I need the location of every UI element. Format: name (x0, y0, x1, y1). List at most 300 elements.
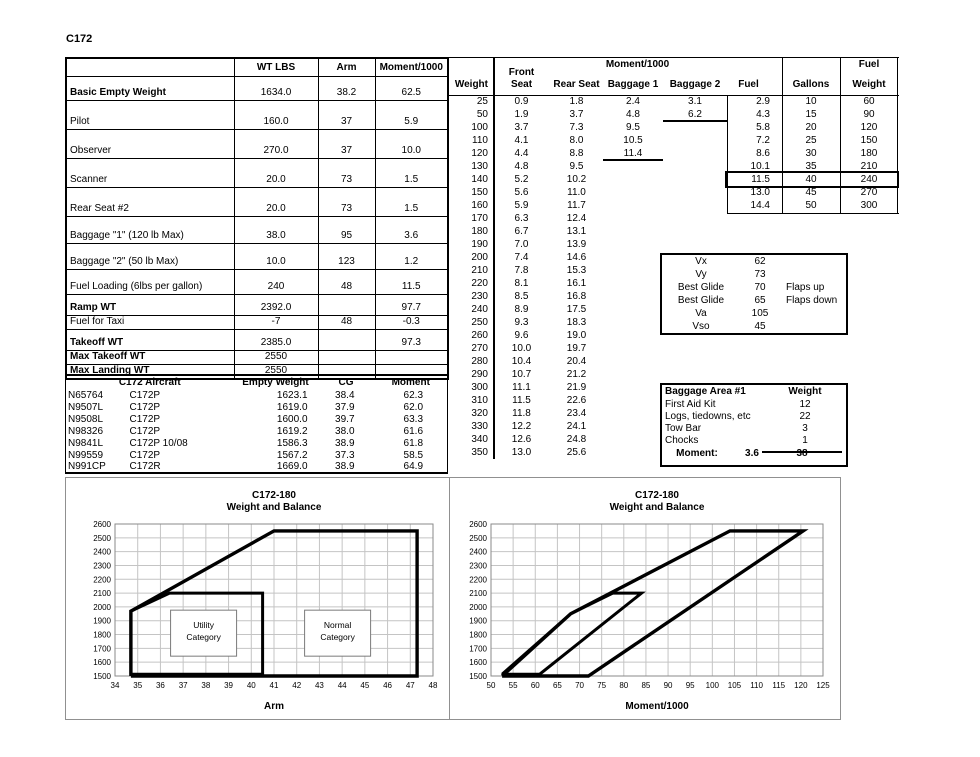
moment-cell: 210 (860, 161, 878, 172)
loading-row-label: Baggage "1" (120 lb Max) (66, 216, 234, 243)
y-tick-label: 2300 (93, 561, 111, 571)
aircraft-cell: 58.5 (403, 449, 424, 461)
aircraft-row (66, 401, 448, 413)
loading-row-value: 1.5 (375, 187, 448, 216)
y-tick-label: 2200 (93, 575, 111, 585)
moment-cell: 4.4 (514, 148, 529, 159)
moment-cell: 10.1 (750, 161, 770, 172)
moment-cell (840, 407, 898, 420)
loading-row-label: Baggage "2" (50 lb Max) (66, 243, 234, 269)
moment-cell (603, 316, 663, 329)
moment-cell: 5.8 (756, 122, 770, 133)
aircraft-cell: C172P (129, 425, 161, 437)
aircraft-row (66, 461, 448, 473)
loading-row-value: 20.0 (234, 187, 318, 216)
table-line (663, 120, 727, 122)
moment-cell (603, 264, 663, 277)
moment-cell: 24.8 (566, 434, 587, 445)
aircraft-cell: 64.9 (403, 461, 424, 472)
loading-row-value: 2550 (234, 350, 318, 364)
speed-row: Vx 62 (695, 256, 766, 267)
moment-cell: 23.4 (566, 408, 587, 419)
loading-row-value: 11.5 (375, 269, 448, 294)
moment-cell: 7.4 (514, 252, 529, 263)
moment-cell: 25 (805, 135, 817, 146)
loading-row-value: 240 (234, 269, 318, 294)
y-tick-label: 2500 (93, 533, 111, 543)
moment-cell (603, 251, 663, 264)
moment-cell (603, 277, 663, 290)
moment-cell: 3.1 (688, 96, 702, 107)
moment-cell: 13.9 (566, 239, 587, 250)
x-tick-label: 75 (597, 681, 607, 690)
y-tick-label: 1900 (469, 616, 487, 626)
moment-cell: 9.5 (569, 161, 584, 172)
aircraft-col-header: CG (338, 377, 354, 388)
moment-cell: 330 (471, 421, 488, 432)
moment-cell: 14.4 (750, 200, 770, 211)
loading-row-value: 37 (318, 129, 375, 158)
x-tick-label: 80 (619, 681, 629, 690)
chart-subtitle: Weight and Balance (609, 502, 705, 513)
moment-cell: 340 (471, 434, 488, 445)
speed-row: Vy 73 (695, 269, 766, 280)
moment-row (447, 238, 899, 251)
moment-cell: 10.0 (511, 343, 532, 354)
loading-row-label: Fuel Loading (6lbs per gallon) (66, 269, 234, 294)
moment-cell: 1.8 (569, 96, 584, 107)
moment-cell: 7.3 (569, 122, 584, 133)
moment-cell: 15 (805, 109, 817, 120)
y-tick-label: 1500 (469, 672, 487, 681)
loading-row-label: Pilot (66, 100, 234, 129)
aircraft-col-header: C172 Aircraft (118, 377, 181, 388)
moment-cell (782, 368, 840, 381)
moment-cell: 300 (860, 200, 878, 211)
moment-cell (603, 420, 663, 433)
moment-cell: 7.0 (514, 239, 529, 250)
moment-cell: 11.5 (512, 395, 531, 406)
moment-cell: 6.3 (514, 213, 529, 224)
moment-row (447, 95, 899, 108)
moment-cell: 320 (471, 408, 488, 419)
moment-cell (603, 212, 663, 225)
moment-cell (840, 355, 898, 368)
moment-cell: 16.8 (566, 291, 587, 302)
moment-cell (840, 225, 898, 238)
moment-cell: 4.8 (626, 109, 640, 120)
x-tick-label: 47 (405, 681, 415, 690)
moment-cell: 260 (471, 330, 488, 341)
speed-row: Best Glide 65 Flaps down (677, 295, 838, 306)
y-tick-label: 2200 (469, 575, 487, 585)
aircraft-cell: 1600.0 (276, 413, 308, 425)
moment-cell: 270 (860, 187, 878, 198)
moment-cell (663, 238, 727, 251)
loading-col-header (66, 58, 234, 76)
moment-cell (840, 329, 898, 342)
moment-header: Fuel (738, 79, 759, 90)
baggage-item-row: First Aid Kit 12 (665, 399, 811, 410)
loading-row-value: 48 (318, 315, 375, 329)
aircraft-cell: 1567.2 (276, 449, 308, 461)
moment-cell: 21.2 (566, 369, 587, 380)
aircraft-cell: N9841L (68, 437, 104, 449)
moment-header: Moment/1000 (605, 59, 670, 70)
moment-row (447, 121, 899, 134)
loading-row-label: Ramp WT (66, 294, 234, 315)
aircraft-cell: N98326 (68, 425, 104, 437)
moment-cell: 110 (472, 135, 488, 146)
moment-cell: 270 (471, 343, 488, 354)
moment-cell: 25 (476, 96, 488, 107)
moment-header: Fuel (858, 59, 880, 70)
moment-cell: 10 (805, 96, 817, 107)
y-tick-label: 1600 (469, 658, 487, 668)
loading-col-header: Arm (318, 58, 375, 76)
aircraft-row (66, 449, 448, 461)
moment-cell (840, 446, 898, 459)
x-tick-label: 41 (269, 681, 279, 690)
arm-weight-balance-chart (66, 478, 449, 719)
aircraft-cell: N991CP (68, 461, 106, 472)
moment-cell: 170 (471, 213, 488, 224)
moment-cell: 13.1 (566, 226, 587, 237)
selected-fuel-row-highlight (725, 171, 899, 188)
loading-row-value (318, 294, 375, 315)
loading-row-label: Rear Seat #2 (66, 187, 234, 216)
moment-cell: 220 (471, 278, 488, 289)
aircraft-cell: 38.4 (335, 389, 355, 401)
moment-cell: 50 (805, 200, 817, 211)
moment-cell: 4.8 (514, 161, 529, 172)
aircraft-cell: 38.9 (335, 461, 355, 472)
moment-cell: 19.7 (566, 343, 587, 354)
x-tick-label: 70 (575, 681, 584, 690)
moment-cell: 14.6 (566, 252, 587, 263)
loading-row-value: 270.0 (234, 129, 318, 158)
moment-cell: 13.0 (750, 187, 770, 198)
moment-cell: 6.7 (514, 226, 529, 237)
loading-row-value: 2392.0 (234, 294, 318, 315)
aircraft-cell: 37.3 (335, 449, 355, 461)
aircraft-cell: 1586.3 (276, 437, 308, 449)
aircraft-row (66, 413, 448, 425)
moment-cell: 35 (805, 161, 817, 172)
moment-cell: 6.2 (688, 109, 702, 120)
moment-cell: 180 (471, 226, 488, 237)
aircraft-cell: 39.7 (335, 413, 355, 425)
loading-row-value (318, 350, 375, 364)
moment-cell (840, 342, 898, 355)
loading-row-label: Takeoff WT (66, 329, 234, 350)
moment-row (447, 342, 899, 355)
moment-cell (663, 225, 727, 238)
x-tick-label: 38 (201, 681, 211, 690)
moment-cell: 5.6 (514, 187, 529, 198)
moment-row (447, 134, 899, 147)
moment-cell: 50 (476, 109, 488, 120)
category-label: Category (320, 632, 355, 643)
aircraft-table (65, 374, 448, 474)
category-label: Utility (193, 620, 214, 631)
moment-header: Baggage 2 (669, 79, 721, 90)
moment-cell: 8.1 (514, 278, 529, 289)
x-tick-label: 100 (705, 681, 720, 690)
moment-cell (663, 355, 727, 368)
moment-cell (603, 355, 663, 368)
loading-row-value: 20.0 (234, 158, 318, 187)
x-axis-label: Arm (263, 701, 285, 712)
x-tick-label: 43 (314, 681, 324, 690)
aircraft-cell: N65764 (68, 389, 104, 401)
loading-row-value: 97.7 (375, 294, 448, 315)
moment-cell: 60 (863, 96, 875, 107)
aircraft-cell: C172P (129, 413, 161, 425)
moment-cell (663, 199, 727, 212)
x-tick-label: 120 (794, 681, 808, 690)
moment-cell (603, 186, 663, 199)
moment-header: Seat (510, 79, 533, 90)
loading-row-value (375, 350, 448, 364)
aircraft-cell: 1669.0 (276, 461, 308, 472)
aircraft-cell: N9508L (68, 413, 104, 425)
y-tick-label: 1700 (93, 644, 111, 654)
aircraft-row (66, 389, 448, 401)
loading-row-value (318, 329, 375, 350)
y-tick-label: 1800 (469, 630, 487, 640)
aircraft-cell: 62.3 (403, 389, 424, 401)
moment-cell: 160 (471, 200, 488, 211)
x-tick-label: 39 (224, 681, 234, 690)
moment-cell: 7.2 (756, 135, 770, 146)
moment-cell (727, 225, 782, 238)
loading-row-value: 95 (318, 216, 375, 243)
aircraft-cell: 61.8 (403, 437, 424, 449)
moment-cell (663, 368, 727, 381)
loading-row-value: 38.2 (318, 76, 375, 100)
moment-cell: 11.4 (623, 148, 643, 159)
moment-cell (840, 433, 898, 446)
x-tick-label: 60 (530, 681, 540, 690)
table-line (727, 213, 899, 214)
loading-row-value: 73 (318, 187, 375, 216)
moment-cell (840, 251, 898, 264)
loading-row-value: 62.5 (375, 76, 448, 100)
moment-cell: 11.5 (751, 174, 770, 185)
x-tick-label: 115 (772, 681, 786, 690)
moment-header: Front (508, 67, 535, 78)
loading-row-value: 1.5 (375, 158, 448, 187)
loading-col-header: WT LBS (234, 58, 318, 76)
moment-cell: 10.4 (511, 356, 532, 367)
moment-cell: 20.4 (566, 356, 587, 367)
plot-border (491, 524, 823, 676)
aircraft-col-header: Moment (391, 377, 430, 388)
page-title: C172 (66, 33, 93, 45)
x-tick-label: 46 (383, 681, 393, 690)
aircraft-cell: 38.9 (335, 437, 355, 449)
x-tick-label: 44 (337, 681, 347, 690)
loading-row-value: 2550 (234, 364, 318, 379)
x-tick-label: 55 (508, 681, 518, 690)
aircraft-cell: 1619.2 (276, 425, 308, 437)
moment-cell (727, 355, 782, 368)
moment-cell: 5.9 (514, 200, 529, 211)
moment-cell: 8.9 (514, 304, 529, 315)
moment-cell: 140 (471, 174, 488, 185)
table-line (493, 57, 495, 459)
x-tick-label: 95 (685, 681, 695, 690)
moment-cell: 10.5 (623, 135, 643, 146)
loading-row-value: 97.3 (375, 329, 448, 350)
loading-row-value: 48 (318, 269, 375, 294)
moment-cell: 12.6 (511, 434, 532, 445)
loading-row-value: 1.2 (375, 243, 448, 269)
moment-cell: 25.6 (566, 447, 587, 458)
moment-cell (840, 420, 898, 433)
aircraft-row (66, 425, 448, 437)
y-tick-label: 1500 (93, 672, 111, 681)
y-tick-label: 2600 (469, 520, 487, 529)
moment-cell (663, 147, 727, 160)
moment-cell (727, 342, 782, 355)
y-tick-label: 2000 (93, 602, 111, 612)
y-tick-label: 2100 (93, 589, 111, 599)
aircraft-cell: C172P (129, 449, 161, 461)
table-line (447, 57, 448, 459)
moment-cell: 10.7 (511, 369, 532, 380)
moment-row (447, 368, 899, 381)
envelope-normal (502, 531, 803, 676)
table-line (727, 95, 728, 214)
moment-cell: 250 (471, 317, 488, 328)
loading-row-value: -0.3 (375, 315, 448, 329)
table-line (897, 57, 898, 214)
moment-cell (663, 160, 727, 173)
loading-row-label: Observer (66, 129, 234, 158)
aircraft-table-body (66, 375, 448, 473)
aircraft-cell: 38.0 (335, 425, 355, 437)
moment-cell: 10.2 (566, 174, 587, 185)
moment-cell: 310 (471, 395, 488, 406)
v-speeds-box (660, 253, 848, 335)
moment-cell (603, 329, 663, 342)
moment-cell: 5.2 (514, 174, 529, 185)
y-tick-label: 1700 (469, 644, 487, 654)
table-line (447, 95, 899, 96)
moment-cell: 4.3 (756, 109, 770, 120)
loading-row-value: 38.0 (234, 216, 318, 243)
moment-cell (840, 238, 898, 251)
moment-row (447, 355, 899, 368)
moment-cell (663, 121, 727, 134)
x-tick-label: 48 (428, 681, 438, 690)
x-axis-label: Moment/1000 (625, 701, 689, 712)
loading-row-value: 5.9 (375, 100, 448, 129)
moment-cell: 8.5 (514, 291, 529, 302)
baggage-item-row: Chocks 1 (665, 435, 808, 446)
moment-cell: 8.6 (756, 148, 770, 159)
moment-cell: 200 (471, 252, 488, 263)
moment-cell: 300 (471, 382, 488, 393)
moment-cell: 20 (805, 122, 817, 133)
chart-title: C172-180 (252, 490, 296, 501)
moment-cell (840, 290, 898, 303)
moment-cell (603, 160, 663, 173)
y-tick-label: 2500 (469, 533, 487, 543)
moment-cell: 18.3 (566, 317, 587, 328)
baggage-item-row: Tow Bar 3 (665, 423, 808, 434)
loading-table (65, 57, 449, 380)
x-tick-label: 42 (292, 681, 302, 690)
moment-cell: 3.7 (514, 122, 529, 133)
moment-cell: 210 (471, 265, 488, 276)
moment-cell (603, 368, 663, 381)
loading-row-value: 3.6 (375, 216, 448, 243)
moment-cell: 120 (860, 122, 878, 133)
moment-cell: 15.3 (566, 265, 587, 276)
baggage-item-row: Logs, tiedowns, etc 22 (665, 411, 811, 422)
moment-cell (840, 303, 898, 316)
y-tick-label: 1800 (93, 630, 111, 640)
y-tick-label: 1600 (93, 658, 111, 668)
moment-cell: 12.2 (511, 421, 532, 432)
loading-row-value: 2385.0 (234, 329, 318, 350)
moment-cell: 0.9 (514, 96, 529, 107)
speed-row: Best Glide 70 Flaps up (677, 282, 825, 293)
moment-cell: 13.0 (511, 447, 532, 458)
baggage-header-row: Baggage Area #1 Weight (665, 386, 822, 397)
aircraft-cell: 62.0 (403, 401, 424, 413)
moment-cell: 21.9 (566, 382, 587, 393)
moment-row (447, 225, 899, 238)
aircraft-cell: N9507L (68, 401, 104, 413)
moment-cell (603, 446, 663, 459)
baggage-total-row: Moment: 3.6 38 (676, 448, 808, 459)
moment-cell (603, 303, 663, 316)
moment-header: Weight (852, 79, 886, 90)
aircraft-cell: 63.3 (403, 413, 424, 425)
table-line (782, 57, 783, 214)
moment-cell: 11.7 (567, 200, 586, 211)
moment-cell: 280 (471, 356, 488, 367)
moment-weight-balance-chart (449, 478, 840, 719)
chart-title: C172-180 (635, 490, 679, 501)
moment-cell (663, 186, 727, 199)
moment-cell: 3.7 (569, 109, 584, 120)
moment-cell: 230 (471, 291, 488, 302)
moment-cell (663, 212, 727, 225)
moment-cell: 9.6 (514, 330, 529, 341)
moment-cell (727, 238, 782, 251)
aircraft-cell: C172P (129, 401, 161, 413)
chart-subtitle: Weight and Balance (226, 502, 322, 513)
aircraft-col-header: Empty Weight (242, 377, 309, 388)
loading-row-label: Basic Empty Weight (66, 76, 234, 100)
moment-cell (603, 199, 663, 212)
moment-cell (663, 134, 727, 147)
moment-cell: 12.4 (566, 213, 587, 224)
moment-header: Weight (454, 79, 488, 90)
table-line (447, 57, 899, 58)
moment-cell: 2.4 (626, 96, 640, 107)
x-tick-label: 45 (360, 681, 370, 690)
x-tick-label: 65 (552, 681, 562, 690)
aircraft-cell: C172P 10/08 (129, 437, 188, 449)
moment-cell (603, 407, 663, 420)
moment-cell (840, 368, 898, 381)
